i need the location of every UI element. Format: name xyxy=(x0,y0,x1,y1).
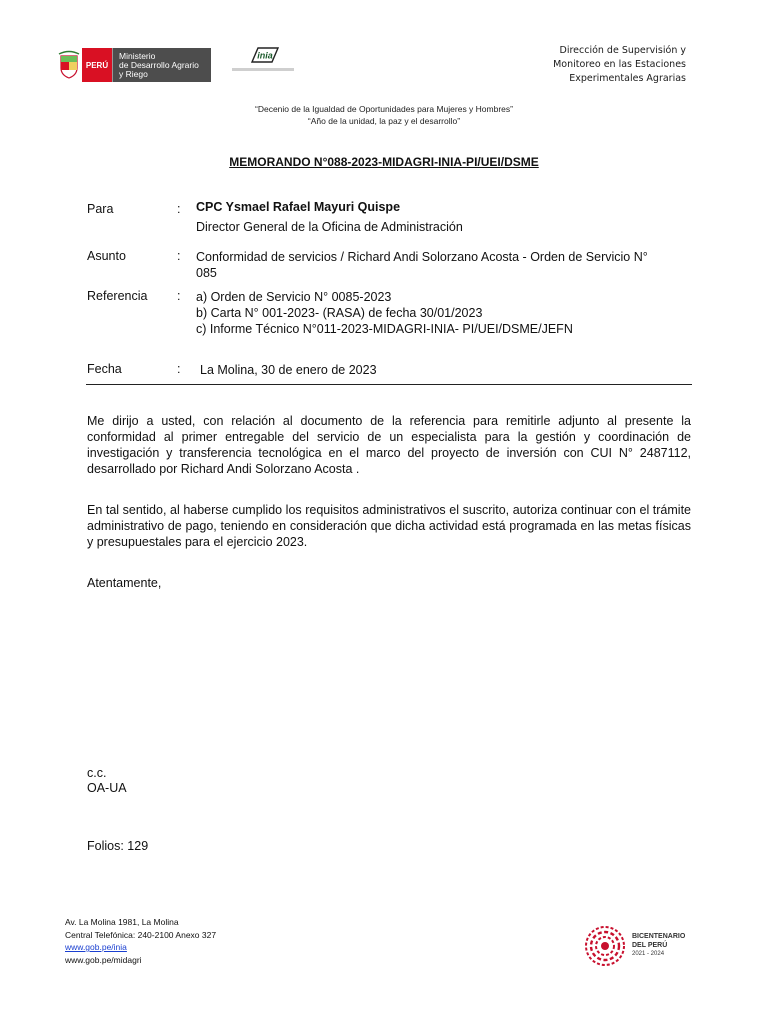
peru-government-logo xyxy=(56,48,211,82)
referencia-colon: : xyxy=(177,289,181,303)
office-line-2: Monitoreo en las Estaciones xyxy=(553,59,686,70)
header-divider xyxy=(86,384,692,385)
folios: Folios: 129 xyxy=(87,839,149,853)
bicentenario-text: BICENTENARIO DEL PERÚ 2021 - 2024 xyxy=(632,933,686,958)
referencia-item: a) Orden de Servicio N° 0085-2023 xyxy=(196,290,392,304)
memo-title: MEMORANDO N°088-2023-MIDAGRI-INIA-PI/UEI/DSME xyxy=(229,155,539,169)
fecha-value: La Molina, 30 de enero de 2023 xyxy=(200,363,377,377)
inia-logo xyxy=(232,46,294,76)
cc-value: OA-UA xyxy=(87,781,127,795)
office-line-1: Dirección de Supervisión y xyxy=(559,45,686,56)
inia-link[interactable]: www.gob.pe/inia xyxy=(65,942,127,952)
bicentenario-logo xyxy=(584,922,704,970)
footer-address: Av. La Molina 1981, La Molina xyxy=(65,917,179,927)
para-colon: : xyxy=(177,202,181,216)
peru-label: PERÚ xyxy=(82,48,112,82)
inia-logo-text: inia xyxy=(257,50,273,61)
bicentenario-emblem-icon xyxy=(584,925,626,967)
midagri-link[interactable]: www.gob.pe/midagri xyxy=(65,954,142,965)
referencia-label: Referencia xyxy=(87,289,148,303)
asunto-value: Conformidad de servicios / Richard Andi Solorzano Acosta - Orden de Servicio N° 085 xyxy=(196,250,648,280)
para-label: Para xyxy=(87,202,114,216)
asunto-label: Asunto xyxy=(87,249,126,263)
referencia-list xyxy=(196,289,696,337)
year-slogan: “Año de la unidad, la paz y el desarrollo” xyxy=(307,116,461,126)
recipient-name: CPC Ysmael Rafael Mayuri Quispe xyxy=(196,200,401,214)
decade-slogan: “Decenio de la Igualdad de Oportunidades para Mujeres y Hombres” xyxy=(255,104,513,114)
referencia-item: c) Informe Técnico N°011-2023-MIDAGRI-INIA- PI/UEI/DSME/JEFN xyxy=(196,322,573,336)
recipient-position: Director General de la Oficina de Administración xyxy=(196,220,463,234)
para-value xyxy=(196,199,696,235)
coat-of-arms-icon xyxy=(56,48,82,82)
inia-subtitle-bar xyxy=(232,68,294,71)
inia-mark-icon xyxy=(250,46,280,64)
fecha-label: Fecha xyxy=(87,362,122,376)
footer-phone: Central Telefónica: 240-2100 Anexo 327 xyxy=(65,929,217,940)
office-name xyxy=(506,44,686,86)
office-line-3: Experimentales Agrarias xyxy=(569,73,686,84)
closing: Atentamente, xyxy=(87,576,162,590)
body-paragraph-1: Me dirijo a usted, con relación al documento de la referencia para remitirle adjunto al presente la conformidad al primer entregable del servicio de un especialista para la gestión y coordinación de investigación y transferencia tecnológica en el marco del proyecto de inversión con CUI N° 2487112, desarrollado por Richard Andi Solorzano Acosta . xyxy=(87,414,691,476)
asunto-colon: : xyxy=(177,249,181,263)
fecha-colon: : xyxy=(177,362,181,376)
referencia-item: b) Carta N° 001-2023- (RASA) de fecha 30/01/2023 xyxy=(196,306,483,320)
footer-contact xyxy=(65,916,216,966)
ministry-label: Ministerio de Desarrollo Agrario y Riego xyxy=(112,48,211,82)
cc-label: c.c. xyxy=(87,766,107,780)
body-paragraph-2: En tal sentido, al haberse cumplido los requisitos administrativos el suscrito, autoriza continuar con el trámite administrativo de pago, teniendo en consideración que dicha actividad está programada en las metas físicas y presupuestales para el ejercicio 2023. xyxy=(87,503,691,549)
